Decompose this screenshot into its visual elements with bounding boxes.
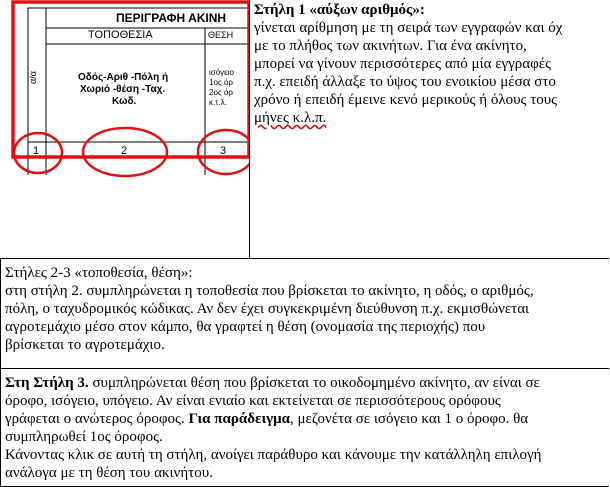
section-3-line-6: ανάλογα με τη θέση του ακινήτου. — [5, 465, 213, 481]
form-pos-line3: 2ος όρ — [209, 88, 233, 97]
section-3-line-1 — [5, 374, 610, 392]
form-num-1: 1 — [33, 145, 40, 157]
form-address-line2: Χωριό -θέση -Ταχ. — [80, 84, 166, 95]
section-2 — [5, 264, 610, 354]
section-1-line-last: μήνες κ.λ.π. — [254, 110, 327, 126]
section-1-line: μπορεί να γίνουν περισσότερες από μία εγγραφές — [254, 56, 552, 72]
form-num-3: 3 — [220, 145, 227, 157]
section-2-line: αγροτεμάχιο μέσο στον κάμπο, θα γραφτεί η θέση (ονομασία της περιοχής) που — [5, 319, 486, 335]
form-excerpt-image — [0, 0, 249, 258]
form-pos-line1: ισόγειο — [209, 68, 234, 77]
section-1 — [254, 1, 610, 127]
section-1-line — [254, 109, 610, 127]
section-3-line-3-pre: γράφεται ο ανώτερος όροφος. — [5, 411, 189, 427]
section-1-line: π.χ. επειδή άλλαξε το ύψος του ενοικίου μέσα στο — [254, 74, 556, 90]
section-2-line: βρίσκεται το αγροτεμάχιο. — [5, 337, 165, 353]
form-header: ΠΕΡΙΓΡΑΦΗ ΑΚΙΝΗ — [116, 11, 227, 25]
form-address-line1: Οδός-Αριθ -Πόλη ή — [78, 72, 169, 83]
section-3-lead: Στη Στήλη 3. — [5, 375, 89, 391]
section-3-line-3 — [5, 410, 610, 428]
form-address-line3: Κωδ. — [112, 96, 137, 107]
section-2-line: στη στήλη 2. συμπληρώνεται η τοποθεσία που βρίσκεται το ακίνητο, η οδός, ο αριθμός, — [5, 283, 534, 299]
section-3-line-5: Κάνοντας κλικ σε αυτή τη στήλη, ανοίγει παράθυρο και κάνουμε την κατάλληλη επιλογή — [5, 447, 542, 463]
section-3-line-1-rest: συμπληρώνεται θέση που βρίσκεται το οικοδομημένο ακίνητο, αν είναι σε — [88, 375, 540, 391]
section-3 — [5, 374, 610, 482]
section-3-line-3-post: , μεζονέτα σε ισόγειο και 1 ο όροφο. θα — [289, 411, 529, 427]
section-2-line: πόλη, ο ταχυδρομικός κώδικας. Αν δεν έχει συγκεκριμένη διεύθυνση π.χ. εκμισθώνεται — [5, 301, 530, 317]
form-pos-line2: 1ος όρ — [209, 78, 233, 87]
form-num-2: 2 — [121, 145, 128, 157]
section-1-line: χρόνο ή επειδή έμεινε κενό μερικούς ή όλους τους — [254, 92, 558, 108]
section-1-line: γίνεται αρίθμηση με τη σειρά των εγγραφών και όχ — [254, 20, 563, 36]
form-col-position: ΘΕΣΗ — [208, 30, 234, 40]
section-3-line-2: όροφο, ισόγειο, υπόγειο. Αν είναι ενιαίο και εκτείνεται σε περισσότερους ορόφους — [5, 393, 501, 409]
section-1-line: με το πλήθος των ακινήτων. Για ένα ακίνητο, — [254, 38, 527, 54]
form-col-location: ΤΟΠΟΘΕΣΙΑ — [88, 29, 153, 41]
section-3-line-4: συμπληρωθεί 1ος όροφος. — [5, 429, 163, 445]
form-row-label: α/α — [28, 71, 38, 84]
section-1-title: Στήλη 1 «αύξων αριθμός»: — [254, 2, 425, 18]
form-pos-line4: κ.τ.λ. — [209, 98, 227, 107]
section-2-title: Στήλες 2-3 «τοποθεσία, θέση»: — [5, 265, 193, 281]
vertical-divider — [249, 0, 250, 258]
section-3-example: Για παράδειγμα — [188, 411, 290, 427]
